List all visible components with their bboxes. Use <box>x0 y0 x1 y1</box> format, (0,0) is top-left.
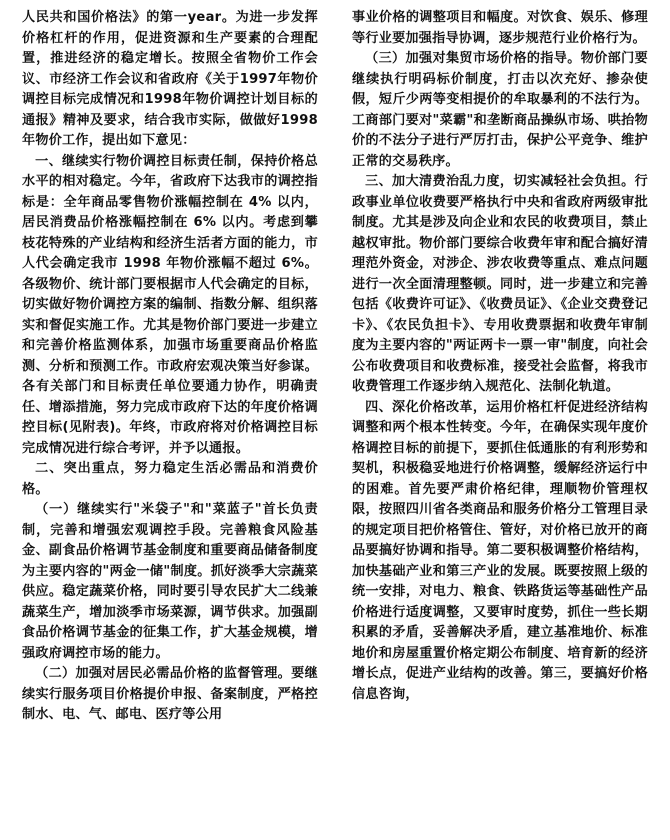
paragraph: （二）加强对居民必需品价格的监督管理。要继续实行服务项目价格提价申报、备案制度，严格控制水、电、气、邮电、医疗等公用 <box>22 666 318 722</box>
paragraph: 一、继续实行物价调控目标责任制，保持价格总水平的相对稳定。今年，省政府下达我市的调控指标是：全年商品零售物价涨幅控制在 4% 以内，居民消费品价格涨幅控制在 6% 以内。考虑到攀枝花特殊的产业结构和经济生活者方面的能力，市人代会确定我市 1998 年物价涨幅不超过 6%。各级物价、统计部门要根据市人代会确定的目标，切实做好物价调控方案的编制、指数分解、组织落实和督促实施工作。尤其是物价部门要进一步建立和完善价格监测体系，加强市场重要商品价格监测、分析和预测工作。市政府宏观决策当好参谋。各有关部门和目标责任单位要通力协作，明确责任、增添措施，努力完成市政府下达的年度价格调控目标(见附表)。年终，市政府将对价格调控目标完成情况进行综合考评，并予以通报。 <box>22 153 318 456</box>
paragraph: 事业价格的调整项目和幅度。对饮食、娱乐、修理等行业要加强指导协调，逐步规范行业价格行为。 <box>352 10 648 46</box>
two-column-layout <box>22 8 648 830</box>
left-text-column <box>22 8 322 830</box>
paragraph: 四、深化价格改革，运用价格杠杆促进经济结构调整和两个根本性转变。今年，在确保实现年度价格调控目标的前提下，要抓住低通胀的有利形势和契机，积极稳妥地进行价格调整，缓解经济运行中的困难。首先要严肃价格纪律，理顺物价管理权限，按照四川省各类商品和服务价格分工管理目录的规定项目把价格管住、管好，对价格已放开的商品要搞好协调和指导。第二要积极调整价格结构，加快基础产业和第三产业的发展。既要按照上级的统一安排，对电力、粮食、铁路货运等基础性产品价格进行适度调整，又要审时度势，抓住一些长期积累的矛盾，妥善解决矛盾，建立基准地价、标准地价和房屋重置价格定期公布制度、培育新的经济增长点，促进产业结构的改善。第三，要搞好价格信息咨询， <box>352 399 648 702</box>
paragraph: 人民共和国价格法》的第一year。为进一步发挥价格杠杆的作用，促进资源和生产要素的合理配置，推进经济的稳定增长。按照全省物价工作会议、市经济工作会议和省政府《关于1997年物价调控目标完成情况和1998年物价调控计划目标的通报》精神及要求，结合我市实际，做做好1998年物价工作，提出如下意见： <box>22 10 318 148</box>
right-text-column <box>348 8 648 830</box>
paragraph: 二、突出重点，努力稳定生活必需品和消费价格。 <box>22 461 318 497</box>
paragraph: （一）继续实行"米袋子"和"菜蓝子"首长负责制，完善和增强宏观调控手段。完善粮食风险基金、副食品价格调节基金制度和重要商品储备制度为主要内容的"两金一储"制度。抓好淡季大宗蔬菜供应。稳定蔬菜价格，同时要引导农民扩大二线兼蔬菜生产，增加淡季市场菜源，调节供求。加强副食品价格调节基金的征集工作，扩大基金规模，增强政府调控市场的能力。 <box>22 502 318 661</box>
column-gutter <box>332 8 338 830</box>
paragraph: （三）加强对集贸市场价格的指导。物价部门要继续执行明码标价制度，打击以次充好、掺杂使假，短斤少两等变相提价的牟取暴利的不法行为。工商部门要对"菜霸"和垄断商品操纵市场、哄抬物价的不法分子进行严厉打击，保护公平竞争、维护正常的交易秩序。 <box>352 51 648 169</box>
paragraph: 三、加大清费治乱力度，切实减轻社会负担。行政事业单位收费要严格执行中央和省政府两级审批制度。尤其是涉及向企业和农民的收费项目，禁止越权审批。物价部门要综合收费年审和配合搞好清理范外资金，对涉企、涉农收费等重点、难点问题进行一次全面清理整顿。同时，进一步建立和完善包括《收费许可证》、《收费员证》、《企业交费登记卡》、《农民负担卡》、专用收费票据和收费年审制度为主要内容的"两证两卡一票一审"制度，向社会公布收费项目和收费标准，接受社会监督，将我市收费管理工作逐步纳入规范化、法制化轨道。 <box>352 174 648 394</box>
